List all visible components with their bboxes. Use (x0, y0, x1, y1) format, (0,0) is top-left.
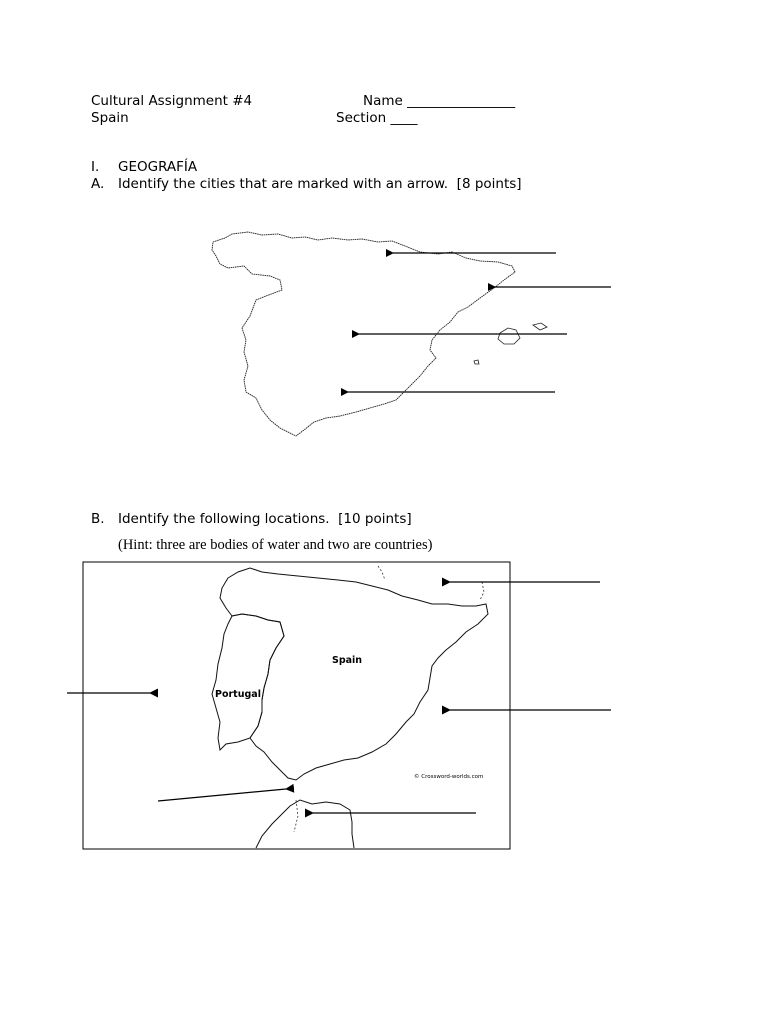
location-arrow-gibraltar (158, 789, 286, 801)
map-label-portugal: Portugal (215, 689, 261, 700)
portugal-country-outline (212, 614, 284, 750)
part-b-hint: (Hint: three are bodies of water and two are countries) (118, 537, 433, 553)
assignment-title: Cultural Assignment #4 (91, 93, 253, 109)
map-label-spain: Spain (332, 655, 363, 666)
name-field: Name ________________ (363, 93, 516, 109)
assignment-subtitle: Spain (91, 110, 129, 126)
section-heading: GEOGRAFÍA (118, 159, 198, 175)
section-field: Section ____ (336, 110, 418, 126)
andorra-border (480, 582, 484, 600)
part-b-instruction: Identify the following locations. [10 points] (118, 511, 412, 527)
part-a-letter: A. (91, 176, 105, 192)
part-a-instruction: Identify the cities that are marked with an arrow. [8 points] (118, 176, 522, 192)
morocco-border (294, 800, 298, 832)
part-b-letter: B. (91, 511, 105, 527)
france-border (378, 566, 385, 580)
map-credit: © Crossword-worlds.com (414, 774, 484, 780)
morocco-coast (256, 800, 354, 848)
section-number: I. (91, 159, 100, 175)
spain-country-outline (220, 568, 488, 780)
